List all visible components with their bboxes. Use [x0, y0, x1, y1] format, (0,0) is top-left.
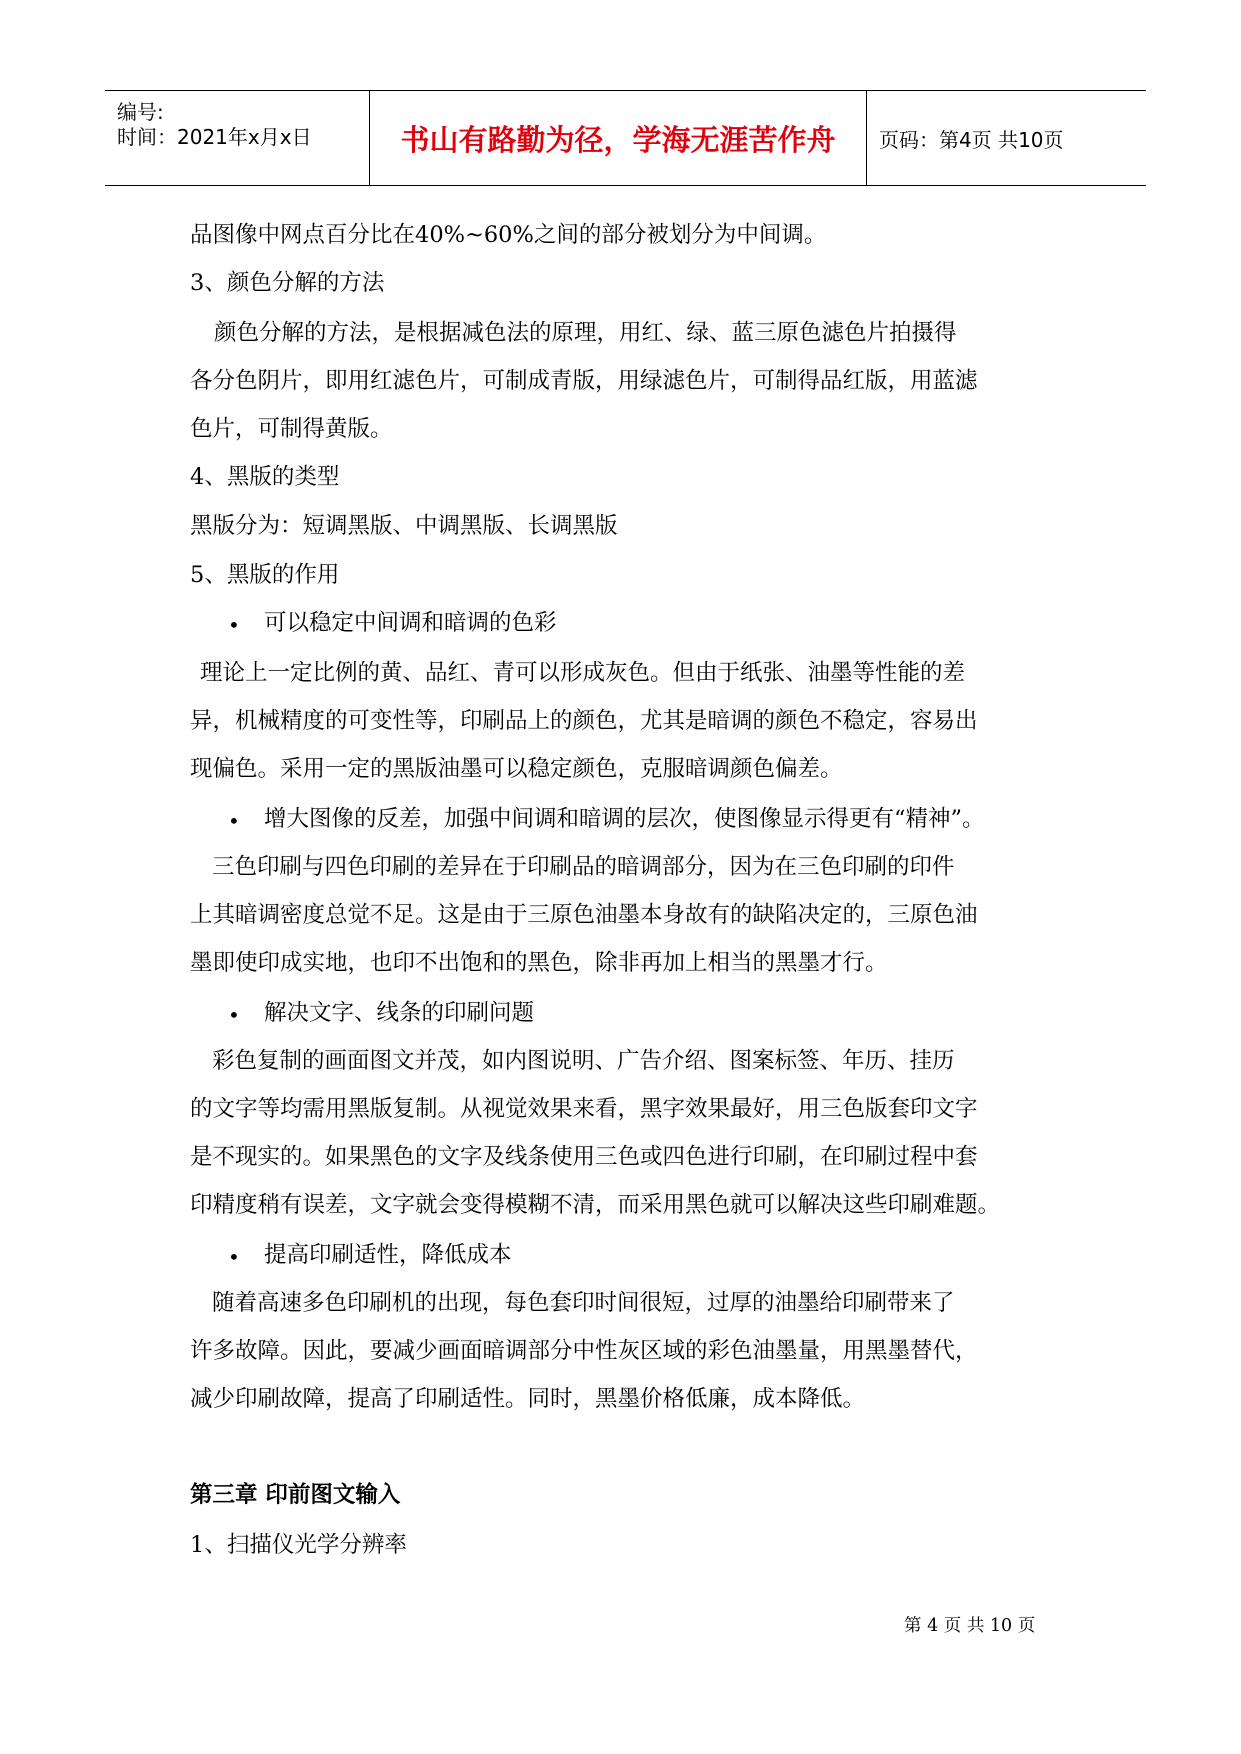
- header-page-label: 页码：第4页 共10页: [879, 127, 1064, 152]
- bullet-icon: •: [228, 1245, 240, 1269]
- bullet-icon: •: [228, 613, 240, 637]
- body-line: 减少印刷故障，提高了印刷适性。同时，黑墨价格低廉，成本降低。: [190, 1386, 866, 1412]
- body-line: 色片，可制得黄版。: [190, 416, 393, 442]
- body-line: 黑版分为：短调黑版、中调黑版、长调黑版: [190, 513, 618, 539]
- body-line: 异，机械精度的可变性等，印刷品上的颜色，尤其是暗调的颜色不稳定，容易出: [190, 708, 978, 734]
- section-heading: 1、扫描仪光学分辨率: [190, 1532, 407, 1558]
- section-heading: 3、颜色分解的方法: [190, 270, 385, 296]
- body-line: 随着高速多色印刷机的出现，每色套印时间很短，过厚的油墨给印刷带来了: [212, 1290, 955, 1316]
- section-heading: 4、黑版的类型: [190, 464, 340, 490]
- header-motto-cell: [370, 91, 867, 185]
- page-header: [105, 90, 1146, 186]
- bullet-icon: •: [228, 809, 240, 833]
- document-time-label: 时间：2021年x月x日: [117, 125, 312, 149]
- body-line: 理论上一定比例的黄、品红、青可以形成灰色。但由于纸张、油墨等性能的差: [200, 660, 966, 686]
- header-motto: 书山有路勤为径，学海无涯苦作舟: [400, 122, 836, 157]
- bullet-icon: •: [228, 1003, 240, 1027]
- body-line: 彩色复制的画面图文并茂，如内图说明、广告介绍、图案标签、年历、挂历: [212, 1048, 955, 1074]
- body-line: 颜色分解的方法，是根据减色法的原理，用红、绿、蓝三原色滤色片拍摄得: [214, 320, 957, 346]
- page-footer: 第 4 页 共 10 页: [904, 1616, 1036, 1636]
- body-line: 现偏色。采用一定的黑版油墨可以稳定颜色，克服暗调颜色偏差。: [190, 756, 843, 782]
- body-line: 墨即使印成实地，也印不出饱和的黑色，除非再加上相当的黑墨才行。: [190, 950, 888, 976]
- bullet-item: 解决文字、线条的印刷问题: [264, 1000, 535, 1026]
- section-heading: 5、黑版的作用: [190, 562, 340, 588]
- body-line: 是不现实的。如果黑色的文字及线条使用三色或四色进行印刷，在印刷过程中套: [190, 1144, 978, 1170]
- body-line: 许多故障。因此，要减少画面暗调部分中性灰区域的彩色油墨量，用黑墨替代，: [190, 1338, 978, 1364]
- body-line: 上其暗调密度总觉不足。这是由于三原色油墨本身故有的缺陷决定的，三原色油: [190, 902, 978, 928]
- chapter-title: 第三章 印前图文输入: [190, 1482, 401, 1508]
- header-meta-cell: [105, 91, 370, 185]
- bullet-item: 增大图像的反差，加强中间调和暗调的层次，使图像显示得更有“精神”。: [264, 806, 985, 832]
- header-page-cell: [867, 91, 1146, 185]
- document-number-label: 编号:: [117, 100, 164, 124]
- bullet-item: 提高印刷适性，降低成本: [264, 1242, 512, 1268]
- body-line: 三色印刷与四色印刷的差异在于印刷品的暗调部分，因为在三色印刷的印件: [212, 854, 955, 880]
- body-line: 的文字等均需用黑版复制。从视觉效果来看，黑字效果最好，用三色版套印文字: [190, 1096, 978, 1122]
- body-line: 各分色阴片，即用红滤色片，可制成青版，用绿滤色片，可制得品红版，用蓝滤: [190, 368, 978, 394]
- bullet-item: 可以稳定中间调和暗调的色彩: [264, 610, 557, 636]
- body-line: 品图像中网点百分比在40%~60%之间的部分被划分为中间调。: [190, 222, 827, 248]
- body-line: 印精度稍有误差，文字就会变得模糊不清，而采用黑色就可以解决这些印刷难题。: [190, 1192, 1001, 1218]
